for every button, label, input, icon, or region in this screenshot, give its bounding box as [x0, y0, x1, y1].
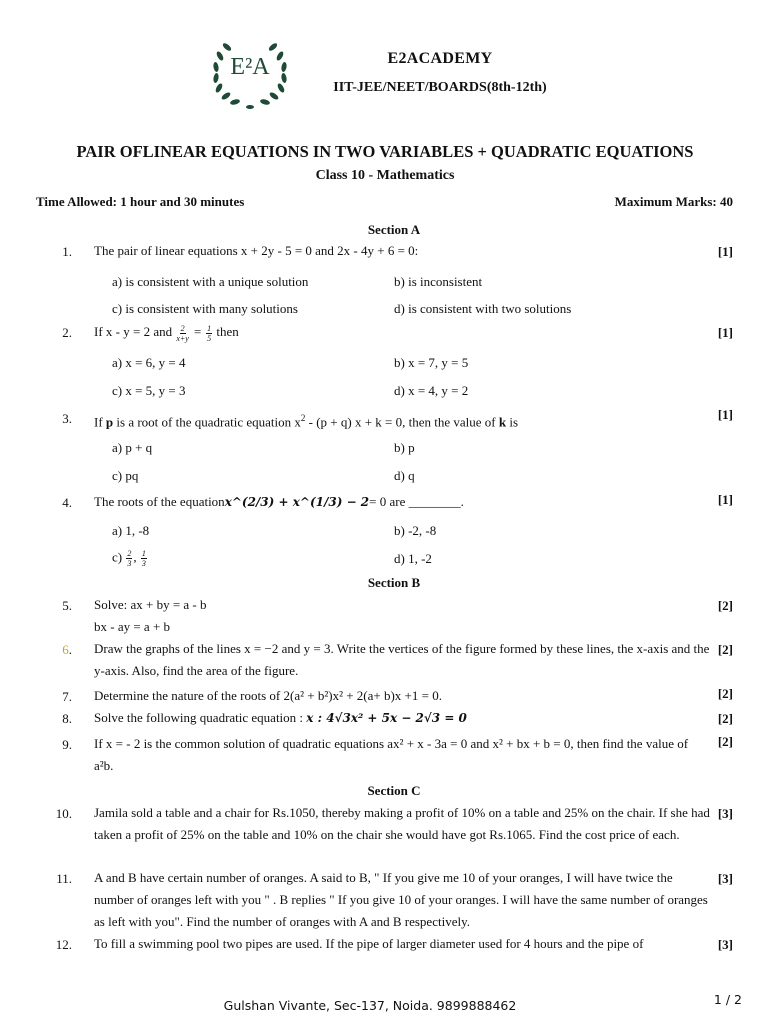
question-number: 10. [55, 806, 72, 821]
question-text: If x = - 2 is the common solution of quadratic equations ax² + x - 3a = 0 and x² + bx + b = 0, then find the value of a²b. [94, 736, 689, 773]
paper-title: PAIR OFLINEAR EQUATIONS IN TWO VARIABLES + QUADRATIC EQUATIONS [76, 142, 694, 161]
question-text: Solve: ax + by = a - b bx - ay = a + b [94, 597, 207, 634]
option-a: a) 1, -8 [112, 523, 150, 538]
brand-tagline: IIT-JEE/NEET/BOARDS(8th-12th) [333, 80, 547, 95]
question-marks: [2] [717, 734, 733, 749]
option-b: b) x = 7, y = 5 [394, 355, 469, 370]
question-marks: [3] [717, 937, 733, 952]
question-text: A and B have certain number of oranges. A said to B, " If you give me 10 of your oranges, I will have twice the number of oranges left with you " . B replies " If you give 10 of your oranges. I will have the same number of oranges as left with you". Find the number of oranges with A and B respectively. [94, 870, 708, 929]
question-number: 1. [62, 244, 72, 259]
option-d: d) is consistent with two solutions [394, 301, 572, 316]
maximum-marks: Maximum Marks: 40 [614, 194, 733, 209]
question-number: 3. [62, 411, 72, 426]
question-text: If p is a root of the quadratic equation $x^2 - (p + q) x + k = 0$, then the value of k is [94, 413, 519, 430]
option-d: d) q [394, 468, 415, 483]
academy-logo [209, 36, 291, 112]
question-marks: [2] [717, 711, 733, 726]
question-marks: [1] [717, 325, 733, 340]
question-marks: [2] [717, 598, 733, 613]
page-number: 1 / 2 [713, 992, 742, 1007]
fraction: $\frac{2}{3}$ [127, 549, 132, 568]
fraction: $\frac{1}{5}$ [207, 323, 212, 343]
question-number: 8. [62, 711, 72, 726]
section-b-heading: Section B [367, 575, 421, 590]
option-a: a) is consistent with a unique solution [112, 274, 309, 289]
question-marks: [3] [717, 871, 733, 886]
question-number: 5. [62, 598, 72, 613]
option-c: c) $\frac{2}{3}$ , $\frac{1}{3}$ [112, 549, 146, 568]
option-b: b) -2, -8 [394, 523, 437, 538]
question-text: Draw the graphs of the lines x = −2 and y = 3. Write the vertices of the figure formed by these lines, the x-axis and the y-axis. Also, find the area of the figure. [94, 641, 710, 678]
option-b: b) p [394, 440, 415, 455]
question-number: 12. [55, 937, 72, 952]
question-number: 11. [56, 871, 72, 886]
fraction: $\frac{2}{x+y}$ [176, 323, 189, 343]
option-a: a) p + q [112, 440, 153, 455]
section-a-heading: Section A [367, 222, 421, 237]
option-b: b) is inconsistent [394, 274, 483, 289]
question-marks: [1] [717, 407, 733, 422]
math-expression: x : 4√3x² + 5x − 2√3 = 0 [306, 711, 467, 725]
question-marks: [3] [717, 806, 733, 821]
option-a: a) x = 6, y = 4 [112, 355, 186, 370]
question-number: 4. [62, 495, 72, 510]
question-marks: [1] [717, 492, 733, 507]
time-allowed: Time Allowed: 1 hour and 30 minutes [36, 194, 245, 209]
question-marks: [2] [717, 686, 733, 701]
option-d: d) 1, -2 [394, 551, 432, 566]
brand-name: E2ACADEMY [387, 50, 493, 67]
option-c: c) pq [112, 468, 139, 483]
question-number: 9. [62, 737, 72, 752]
question-text: The roots of the equationx^(2/3) + x^(1/3) − 2= 0 are ________. [94, 494, 464, 509]
option-c: c) is consistent with many solutions [112, 301, 298, 316]
question-marks: [2] [717, 642, 733, 657]
question-number: 6. [62, 642, 72, 657]
fraction: $\frac{1}{3}$ [141, 549, 146, 568]
question-number: 7. [62, 689, 72, 704]
math-expression: x^(2/3) + x^(1/3) − 2 [224, 495, 370, 509]
question-text: To fill a swimming pool two pipes are used. If the pipe of larger diameter used for 4 hours and the pipe of [94, 936, 644, 951]
question-marks: [1] [717, 244, 733, 259]
option-d: d) x = 4, y = 2 [394, 383, 469, 398]
question-text: Determine the nature of the roots of 2(a² + b²)x² + 2(a+ b)x +1 = 0. [94, 688, 442, 703]
footer-address: Gulshan Vivante, Sec-137, Noida. 9899888462 [223, 998, 517, 1013]
question-number: 2. [62, 325, 72, 340]
question-text: Solve the following quadratic equation : x : 4√3x² + 5x − 2√3 = 0 [94, 710, 467, 725]
question-text: Jamila sold a table and a chair for Rs.1050, thereby making a profit of 10% on a table and 25% on the chair. If she had taken a profit of 25% on the table and 10% on the chair she would have got Rs.1065. Find the cost price of each. [94, 805, 710, 842]
class-subject: Class 10 - Mathematics [315, 168, 455, 183]
option-c: c) x = 5, y = 3 [112, 383, 186, 398]
logo-lettering: E²A [230, 54, 270, 80]
section-c-heading: Section C [367, 783, 421, 798]
question-text: If x - y = 2 and $\frac{2}{x+y}$ = $\frac{1}{5}$ then [94, 323, 239, 343]
question-text: The pair of linear equations x + 2y - 5 = 0 and 2x - 4y + 6 = 0: [94, 243, 419, 258]
